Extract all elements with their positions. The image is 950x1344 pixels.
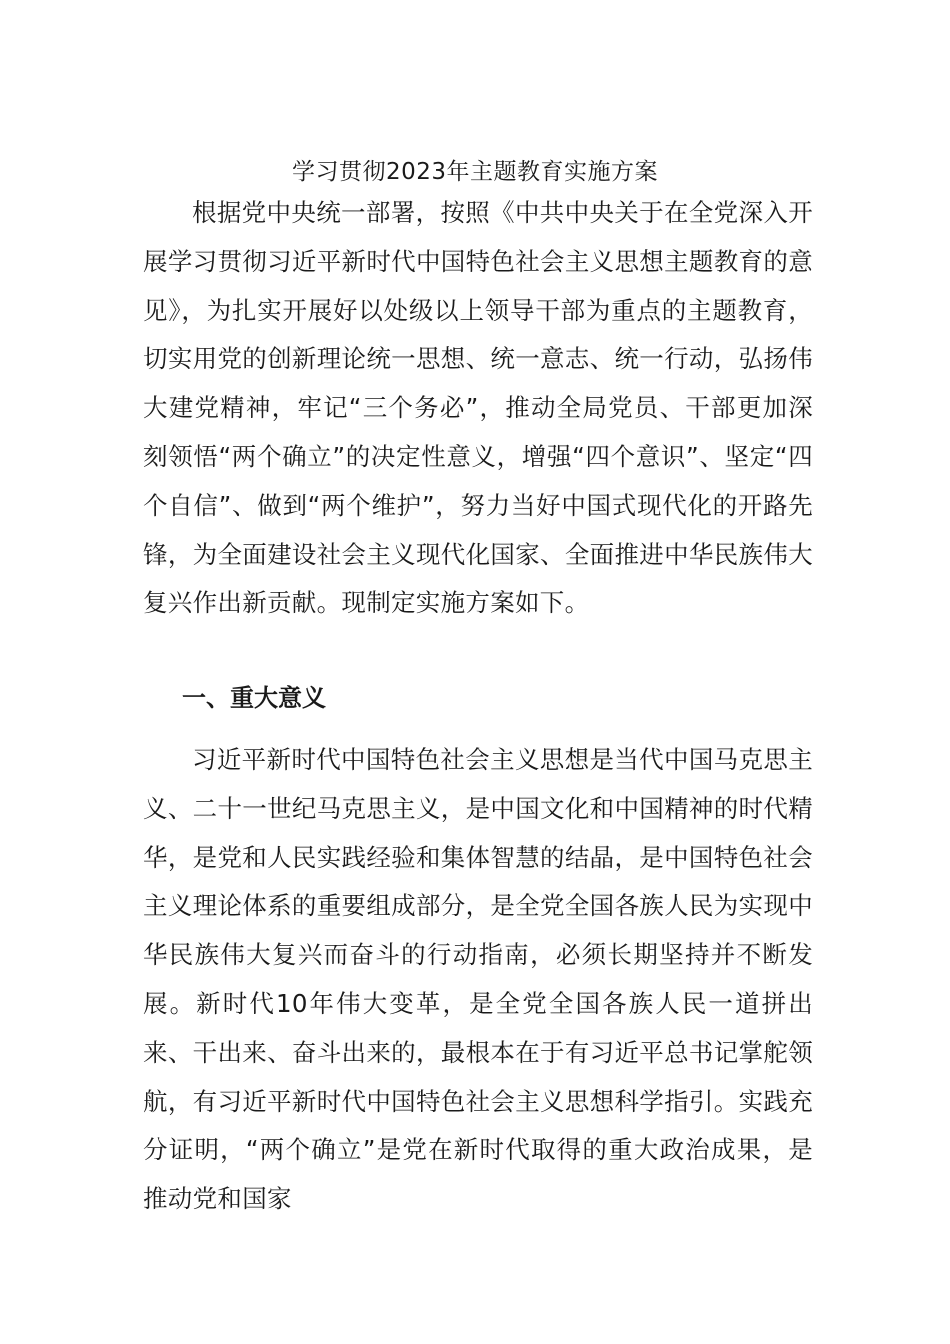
- section-paragraph: 习近平新时代中国特色社会主义思想是当代中国马克思主义、二十一世纪马克思主义，是中国文化和中国精神的时代精华，是党和人民实践经验和集体智慧的结晶，是中国特色社会主义理论体系的重要组成部分，是全党全国各族人民为实现中华民族伟大复兴而奋斗的行动指南，必须长期坚持并不断发展。新时代10年伟大变革，是全党全国各族人民一道拼出来、干出来、奋斗出来的，最根本在于有习近平总书记掌舵领航，有习近平新时代中国特色社会主义思想科学指引。实践充分证明，“两个确立”是党在新时代取得的重大政治成果，是推动党和国家: [143, 745, 813, 1214]
- document-title: 学习贯彻2023年主题教育实施方案: [291, 159, 659, 185]
- section-heading: 一、重大意义: [182, 684, 326, 712]
- intro-paragraph: 根据党中央统一部署，按照《中共中央关于在全党深入开展学习贯彻习近平新时代中国特色社会主义思想主题教育的意见》，为扎实开展好以处级以上领导干部为重点的主题教育，切实用党的创新理论统一思想、统一意志、统一行动，弘扬伟大建党精神，牢记“三个务必”，推动全局党员、干部更加深刻领悟“两个确立”的决定性意义，增强“四个意识”、坚定“四个自信”、做到“两个维护”，努力当好中国式现代化的开路先锋，为全面建设社会主义现代化国家、全面推进中华民族伟大复兴作出新贡献。现制定实施方案如下。: [143, 198, 813, 618]
